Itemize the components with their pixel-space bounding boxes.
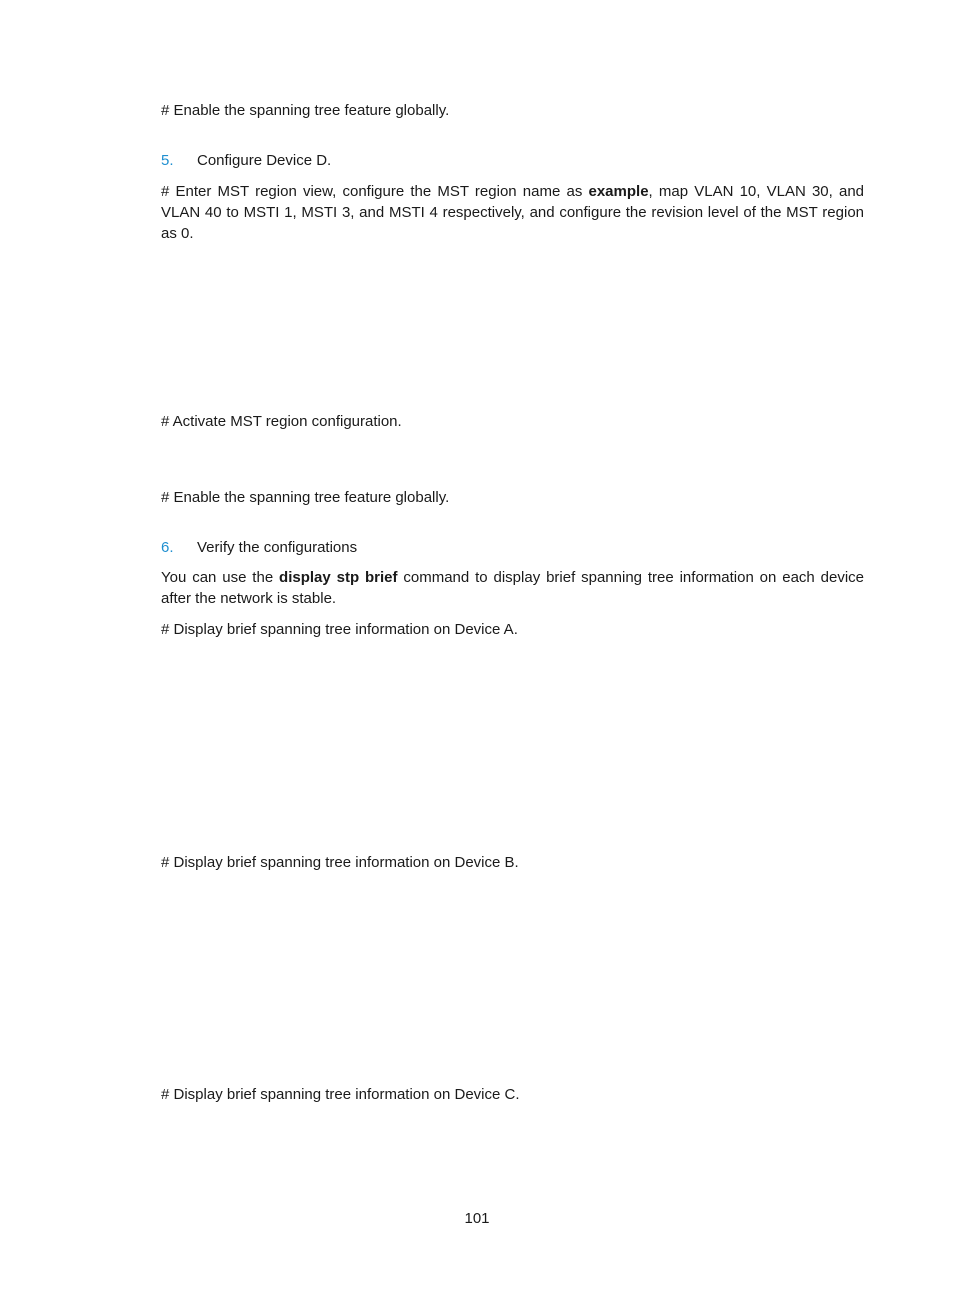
mst-region-note <box>161 181 864 244</box>
display-stp-command-bold: display stp brief <box>279 569 398 586</box>
enable-stp-note-1: # Enable the spanning tree feature globally. <box>161 102 450 119</box>
step-5 <box>161 150 864 171</box>
display-device-b-note: # Display brief spanning tree information on Device B. <box>161 854 519 871</box>
mst-region-note-pre: # Enter MST region view, configure the MST region name as <box>161 183 589 200</box>
mst-region-name-bold: example <box>588 183 649 200</box>
display-stp-note-pre: You can use the <box>161 569 280 586</box>
step-6 <box>161 537 864 558</box>
step-6-label: Verify the configurations <box>197 539 358 556</box>
display-device-c-note: # Display brief spanning tree information on Device C. <box>161 1086 520 1103</box>
display-device-a-note: # Display brief spanning tree information on Device A. <box>161 621 518 638</box>
step-5-label: Configure Device D. <box>197 152 332 169</box>
enable-stp-note-2: # Enable the spanning tree feature globally. <box>161 489 450 506</box>
page-number: 101 <box>464 1210 490 1227</box>
step-6-number: 6. <box>161 539 174 556</box>
mst-region-note-post: , map VLAN 10, VLAN 30, and VLAN 40 to MSTI 1, MSTI 3, and MSTI 4 respectively, and configure the revision level of the MST region as 0. <box>161 183 865 242</box>
step-5-number: 5. <box>161 152 174 169</box>
display-stp-brief-note <box>161 567 864 609</box>
display-stp-note-post: command to display brief spanning tree information on each device after the network is stable. <box>161 569 865 607</box>
activate-mst-note: # Activate MST region configuration. <box>161 413 402 430</box>
